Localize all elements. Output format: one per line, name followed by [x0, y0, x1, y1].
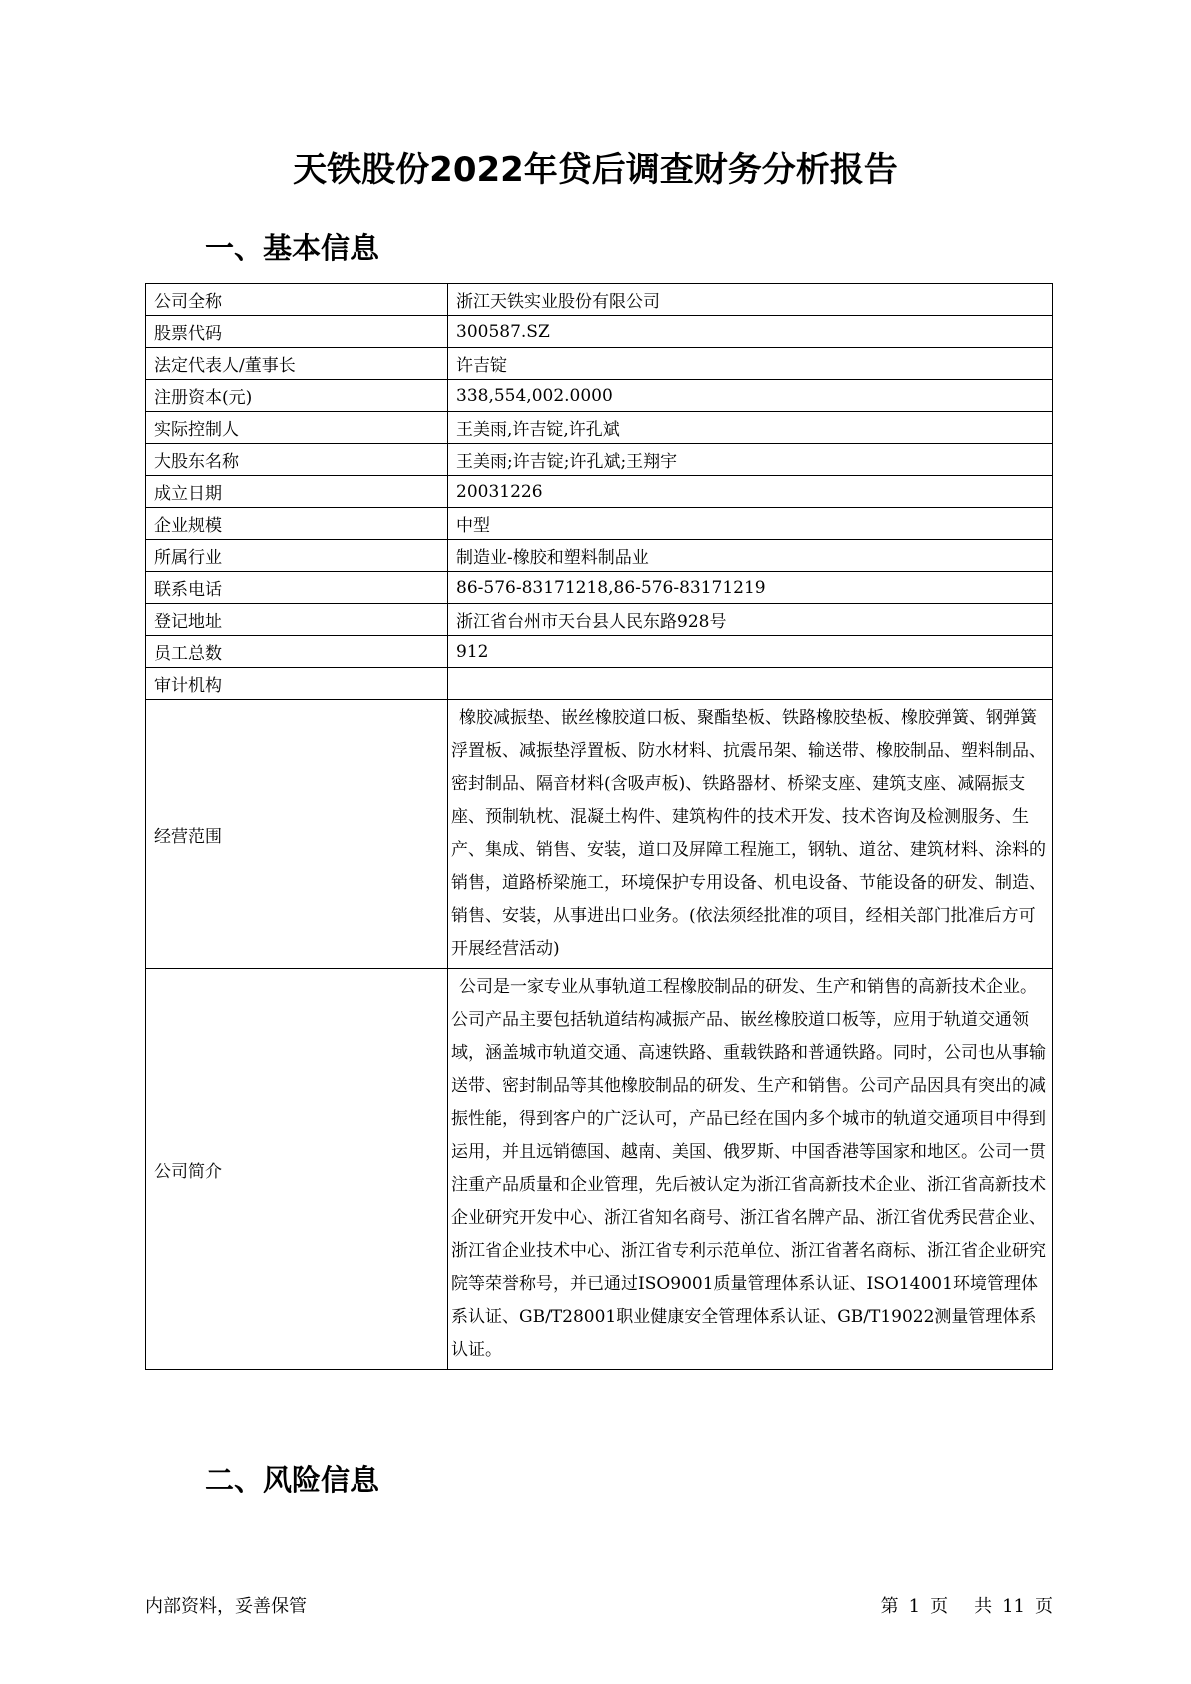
total-prefix: 共 — [974, 1596, 993, 1617]
row-key: 大股东名称 — [146, 444, 448, 476]
row-key: 员工总数 — [146, 636, 448, 668]
row-key: 审计机构 — [146, 668, 448, 700]
row-value: 20031226 — [448, 476, 1053, 508]
row-value: 中型 — [448, 508, 1053, 540]
row-key: 企业规模 — [146, 508, 448, 540]
report-title: 天铁股份2022年贷后调查财务分析报告 — [293, 150, 898, 190]
row-value: 86-576-83171218,86-576-83171219 — [448, 572, 1053, 604]
table-row — [146, 348, 1053, 380]
row-key: 所属行业 — [146, 540, 448, 572]
row-key: 经营范围 — [146, 700, 448, 969]
row-key: 联系电话 — [146, 572, 448, 604]
table-row — [146, 412, 1053, 444]
table-row-company-intro — [146, 969, 1053, 1370]
row-value: 338,554,002.0000 — [448, 380, 1053, 412]
table-row — [146, 380, 1053, 412]
row-value: 浙江天铁实业股份有限公司 — [448, 284, 1053, 316]
row-value: 制造业-橡胶和塑料制品业 — [448, 540, 1053, 572]
table-row — [146, 540, 1053, 572]
table-row — [146, 508, 1053, 540]
table-row — [146, 668, 1053, 700]
footer-confidential-note: 内部资料，妥善保管 — [145, 1596, 307, 1617]
section-heading-risk-info: 二、风险信息 — [205, 1463, 380, 1497]
row-value: 300587.SZ — [448, 316, 1053, 348]
row-key: 登记地址 — [146, 604, 448, 636]
row-value: 王美雨;许吉锭;许孔斌;王翔宇 — [448, 444, 1053, 476]
row-key: 注册资本(元) — [146, 380, 448, 412]
row-key: 公司简介 — [146, 969, 448, 1370]
business-scope-text: 橡胶减振垫、嵌丝橡胶道口板、聚酯垫板、铁路橡胶垫板、橡胶弹簧、钢弹簧浮置板、减振垫浮置板、防水材料、抗震吊架、输送带、橡胶制品、塑料制品、密封制品、隔音材料(含吸声板)、铁路器材、桥梁支座、建筑支座、减隔振支座、预制轨枕、混凝土构件、建筑构件的技术开发、技术咨询及检测服务、生产、集成、销售、安装，道口及屏障工程施工，钢轨、道岔、建筑材料、涂料的销售，道路桥梁施工，环境保护专用设备、机电设备、节能设备的研发、制造、销售、安装，从事进出口业务。(依法须经批准的项目，经相关部门批准后方可开展经营活动) — [448, 700, 1053, 969]
row-value: 浙江省台州市天台县人民东路928号 — [448, 604, 1053, 636]
table-row — [146, 476, 1053, 508]
row-key: 公司全称 — [146, 284, 448, 316]
row-value: 王美雨,许吉锭,许孔斌 — [448, 412, 1053, 444]
row-key: 法定代表人/董事长 — [146, 348, 448, 380]
page-label: 页 — [930, 1596, 949, 1617]
table-row — [146, 316, 1053, 348]
section-heading-basic-info: 一、基本信息 — [205, 231, 380, 265]
row-value: 912 — [448, 636, 1053, 668]
table-row — [146, 572, 1053, 604]
row-key: 实际控制人 — [146, 412, 448, 444]
basic-info-table — [145, 283, 1053, 1370]
table-row-business-scope — [146, 700, 1053, 969]
row-value — [448, 668, 1053, 700]
row-key: 成立日期 — [146, 476, 448, 508]
table-row — [146, 636, 1053, 668]
footer-page-number — [871, 1592, 1053, 1618]
page-num: 1 — [908, 1596, 921, 1617]
table-row — [146, 444, 1053, 476]
total-num: 11 — [1002, 1596, 1025, 1617]
row-value: 许吉锭 — [448, 348, 1053, 380]
total-label: 页 — [1035, 1596, 1053, 1617]
page-prefix: 第 — [880, 1596, 899, 1617]
table-row — [146, 604, 1053, 636]
company-intro-text: 公司是一家专业从事轨道工程橡胶制品的研发、生产和销售的高新技术企业。公司产品主要包括轨道结构减振产品、嵌丝橡胶道口板等，应用于轨道交通领域，涵盖城市轨道交通、高速铁路、重载铁路和普通铁路。同时，公司也从事输送带、密封制品等其他橡胶制品的研发、生产和销售。公司产品因具有突出的减振性能，得到客户的广泛认可，产品已经在国内多个城市的轨道交通项目中得到运用，并且远销德国、越南、美国、俄罗斯、中国香港等国家和地区。公司一贯注重产品质量和企业管理，先后被认定为浙江省高新技术企业、浙江省高新技术企业研究开发中心、浙江省知名商号、浙江省名牌产品、浙江省优秀民营企业、浙江省企业技术中心、浙江省专利示范单位、浙江省著名商标、浙江省企业研究院等荣誉称号，并已通过ISO9001质量管理体系认证、ISO14001环境管理体系认证、GB/T28001职业健康安全管理体系认证、GB/T19022测量管理体系认证。 — [448, 969, 1053, 1370]
row-key: 股票代码 — [146, 316, 448, 348]
table-row — [146, 284, 1053, 316]
